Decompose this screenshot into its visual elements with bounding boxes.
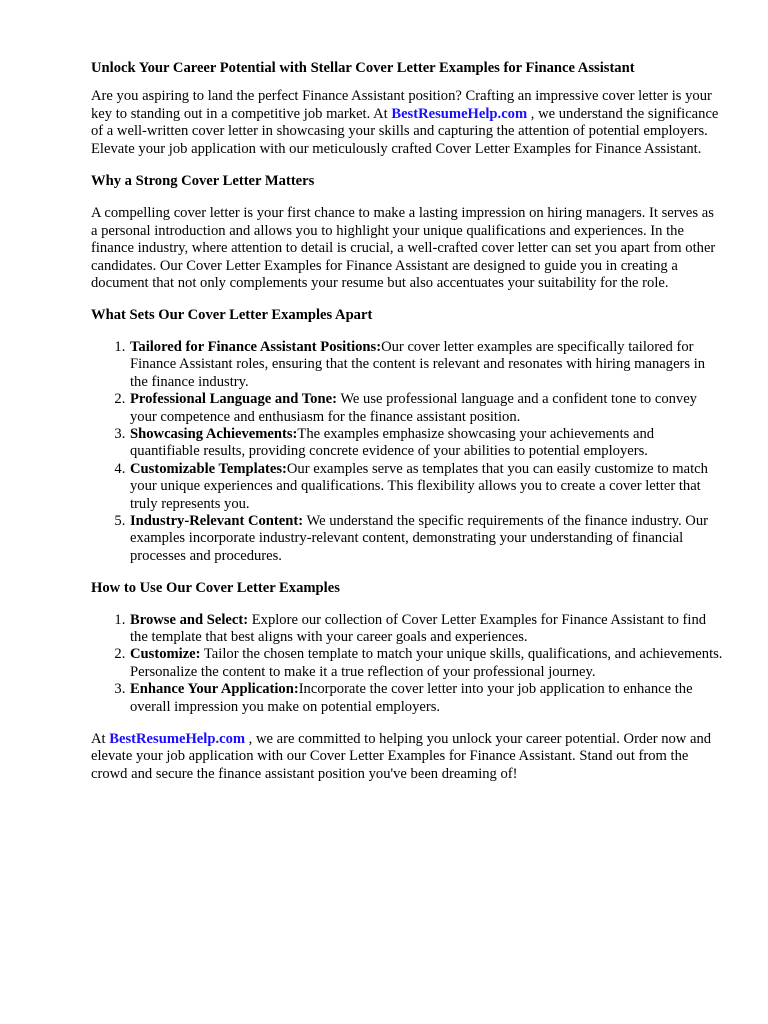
list-item-term: Customize: <box>130 646 201 663</box>
list-item <box>129 681 724 716</box>
intro-text-before-link: Are you aspiring to land the perfect Finance Assistant position? Crafting an impressive cover letter is your key to standing out in a competitive job market. At <box>91 88 712 122</box>
intro-text-after-link: , we understand the significance of a well-written cover letter in showcasing your skills and capturing the attention of potential employers. Elevate your job application with our meticulously crafted Cover Letter Examples for Finance Assistant. <box>91 105 719 157</box>
list-item-text: We understand the specific requirements of the finance industry. Our examples incorporate industry-relevant content, demonstrating your understanding of financial processes and procedures. <box>130 512 708 564</box>
list-item <box>129 513 724 565</box>
list-item-text: Incorporate the cover letter into your job application to enhance the overall impression you make on potential employers. <box>130 681 693 715</box>
list-item <box>129 646 724 681</box>
list-item <box>129 426 724 461</box>
list-item-term: Customizable Templates: <box>130 460 287 477</box>
apart-section-heading: What Sets Our Cover Letter Examples Apart <box>91 307 373 324</box>
list-item-term: Showcasing Achievements: <box>130 425 298 442</box>
list-item-text: Our cover letter examples are specifically tailored for Finance Assistant roles, ensuring that the content is relevant and resonates with hiring managers in the finance industry. <box>130 338 706 390</box>
list-item <box>129 391 724 426</box>
closing-paragraph <box>91 731 724 783</box>
intro-paragraph <box>91 88 724 158</box>
closing-text-before-link: At <box>91 731 110 747</box>
list-item-term: Enhance Your Application: <box>130 681 299 698</box>
howto-list <box>91 612 724 716</box>
list-item-text: The examples emphasize showcasing your achievements and quantifiable results, providing concrete evidence of your abilities to potential employers. <box>130 425 655 460</box>
why-section-paragraph: A compelling cover letter is your first chance to make a lasting impression on hiring managers. It serves as a personal introduction and allows you to highlight your unique qualifications and experiences. In the finance industry, where attention to detail is crucial, a well-crafted cover letter can set you apart from other candidates. Our Cover Letter Examples for Finance Assistant are designed to guide you in creating a document that not only complements your resume but also accentuates your suitability for the role. <box>91 205 716 292</box>
list-item-text: Tailor the chosen template to match your unique skills, qualifications, and achievements. Personalize the content to make it a true reflection of your professional journey. <box>130 646 723 680</box>
closing-bestresumehelp-link[interactable]: BestResumeHelp.com <box>109 731 246 747</box>
intro-bestresumehelp-link[interactable]: BestResumeHelp.com <box>391 105 528 122</box>
list-item <box>129 612 724 647</box>
list-item-term: Professional Language and Tone: <box>130 391 337 408</box>
apart-list <box>91 339 724 565</box>
closing-text-after-link: , we are committed to helping you unlock your career potential. Order now and elevate your job application with our Cover Letter Examples for Finance Assistant. Stand out from the crowd and secure the finance assistant position you've been dreaming of! <box>91 731 712 782</box>
list-item-text: We use professional language and a confident tone to convey your competence and enthusiasm for the finance assistant position. <box>130 391 697 425</box>
list-item <box>129 461 724 513</box>
list-item-term: Browse and Select: <box>130 611 249 628</box>
list-item-text: Explore our collection of Cover Letter Examples for Finance Assistant to find the template that best aligns with your career goals and experiences. <box>130 611 707 645</box>
list-item <box>129 339 724 391</box>
howto-section-heading: How to Use Our Cover Letter Examples <box>91 580 340 597</box>
why-section-heading: Why a Strong Cover Letter Matters <box>91 173 315 190</box>
list-item-term: Tailored for Finance Assistant Positions: <box>130 338 382 355</box>
list-item-term: Industry-Relevant Content: <box>130 512 304 529</box>
list-item-text: Our examples serve as templates that you can easily customize to match your unique experiences and qualifications. This flexibility allows you to create a cover letter that truly represents you. <box>130 460 708 512</box>
page-title: Unlock Your Career Potential with Stellar Cover Letter Examples for Finance Assistant <box>91 60 635 76</box>
